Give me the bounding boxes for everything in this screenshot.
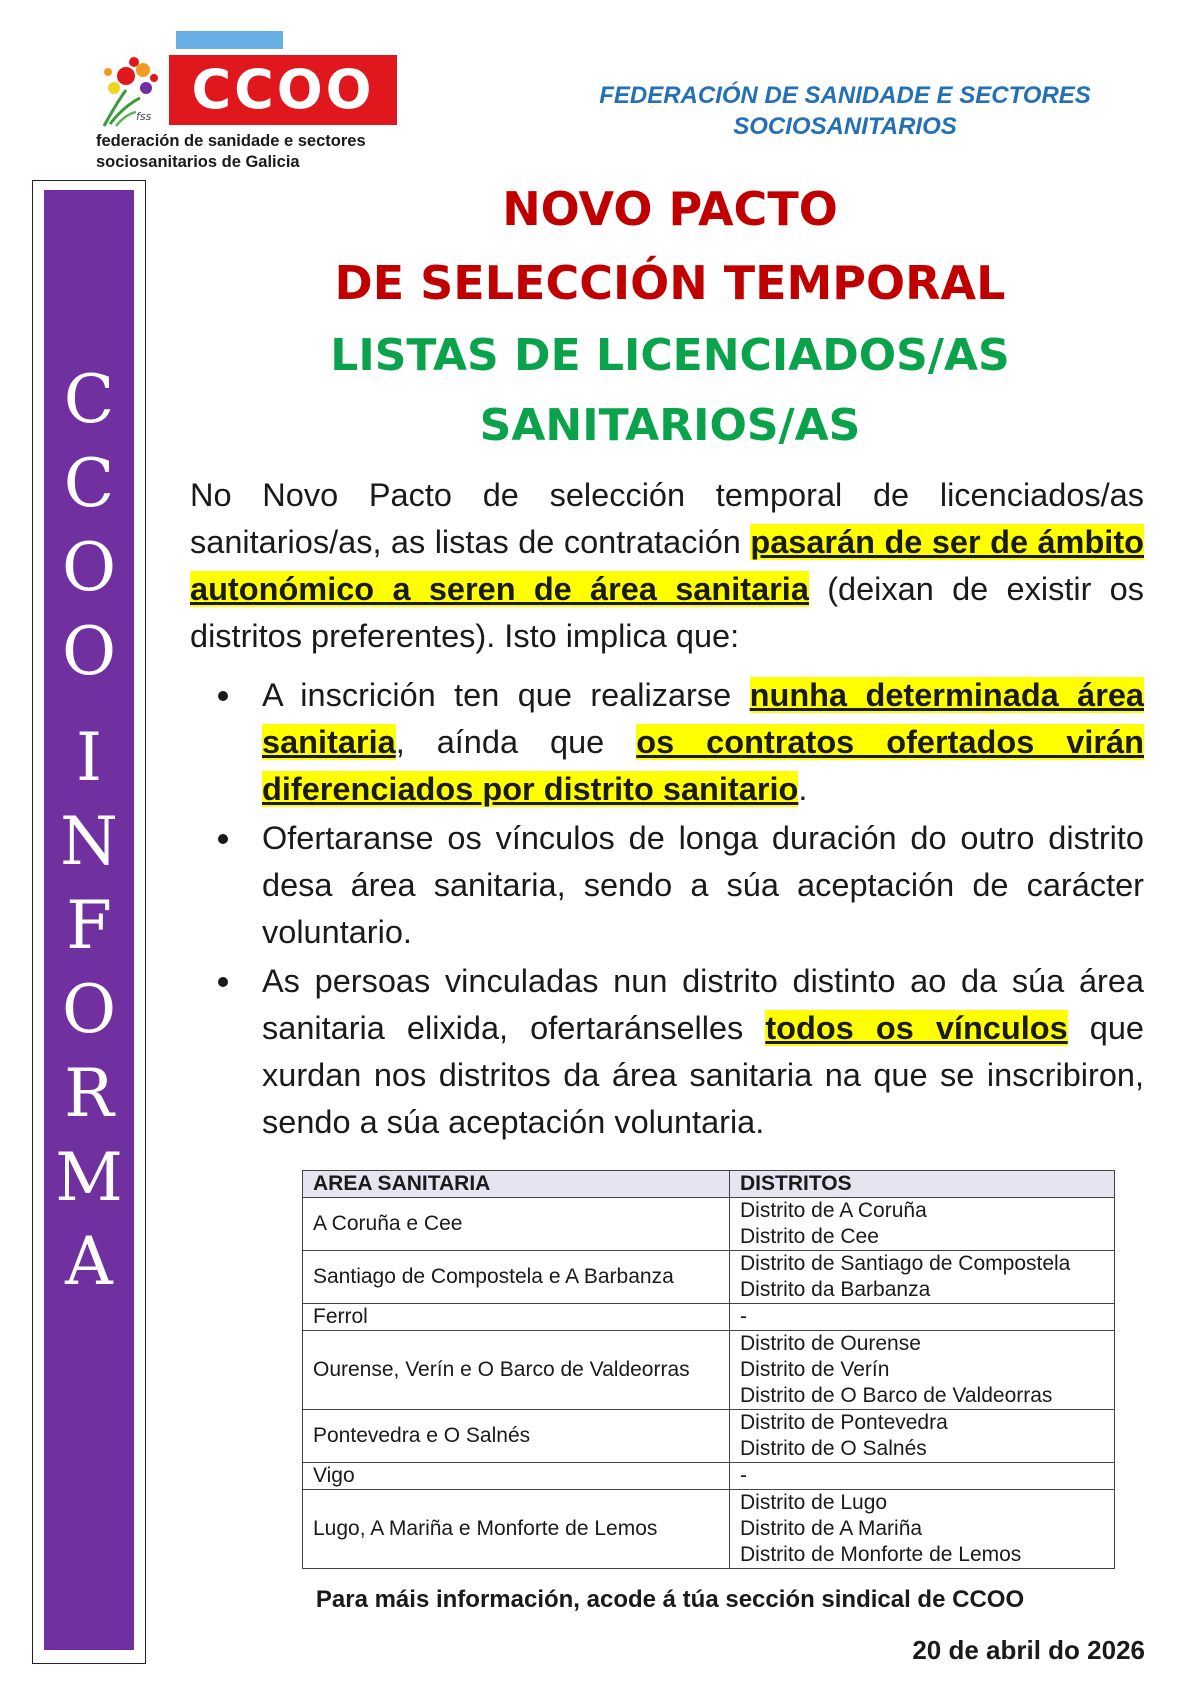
side-letter: I (75, 719, 103, 796)
districts-cell (730, 1198, 1115, 1251)
area-cell: Vigo (303, 1463, 730, 1490)
side-banner-text (44, 358, 134, 1304)
bullet-icon (218, 834, 228, 844)
area-cell: A Coruña e Cee (303, 1198, 730, 1251)
table-row (303, 1331, 1115, 1410)
table-row (303, 1304, 1115, 1331)
area-cell: Ferrol (303, 1304, 730, 1331)
area-cell: Lugo, A Mariña e Monforte de Lemos (303, 1490, 730, 1569)
district-name: Distrito de Cee (740, 1225, 879, 1248)
side-letter: R (64, 1055, 114, 1132)
district-name: Distrito de Lugo (740, 1491, 888, 1514)
district-name: Distrito de Pontevedra (740, 1411, 948, 1434)
districts-cell (730, 1331, 1115, 1410)
bullet-text: As persoas vinculadas nun distrito distinto ao da súa área sanitaria elixida, ofertaránselles (262, 963, 1144, 1046)
districts-cell (730, 1463, 1115, 1490)
bullet-highlight: nunha determinada área sanitaria (262, 677, 1145, 760)
bullet-highlight: todos os vínculos (765, 1010, 1068, 1046)
federation-line1: FEDERACIÓN DE SANIDADE E SECTORES (599, 82, 1091, 109)
district-name: Distrito de A Mariña (740, 1517, 923, 1540)
column-header-districts: DISTRITOS (730, 1171, 1115, 1198)
title-line1: NOVO PACTO (502, 182, 838, 236)
side-letter: N (60, 803, 118, 880)
bullet-icon (218, 977, 228, 987)
side-letter: M (55, 1139, 123, 1216)
bullet-text: , aínda que (395, 724, 637, 760)
bullet-list (190, 672, 1144, 1148)
svg-text:fss: fss (136, 110, 152, 123)
area-cell: Ourense, Verín e O Barco de Valdeorras (303, 1331, 730, 1410)
bullet-text: Ofertaranse os vínculos de longa duración do outro distrito desa área sanitaria, sendo a súa aceptación de carácter voluntario. (262, 820, 1144, 950)
bullet-text: A inscrición ten que realizarse (262, 677, 750, 713)
subtitle-line1: LISTAS DE LICENCIADOS/AS (330, 330, 1010, 381)
table-row (303, 1463, 1115, 1490)
side-letter: C (63, 445, 115, 522)
table-row (303, 1251, 1115, 1304)
bullet-text: . (798, 771, 808, 807)
federation-line2: SOCIOSANITARIOS (733, 113, 957, 140)
area-cell: Santiago de Compostela e A Barbanza (303, 1251, 730, 1304)
bullet-icon (218, 691, 228, 701)
district-name: - (740, 1464, 747, 1487)
district-name: - (740, 1305, 747, 1328)
table-row (303, 1490, 1115, 1569)
districts-cell (730, 1251, 1115, 1304)
side-letter: O (61, 971, 117, 1048)
table-row (303, 1198, 1115, 1251)
area-cell: Pontevedra e O Salnés (303, 1410, 730, 1463)
district-name: Distrito de Santiago de Compostela (740, 1252, 1071, 1275)
subtitle-line2: SANITARIOS/AS (479, 400, 861, 451)
intro-text: No Novo Pacto de selección temporal de licenciados/as sanitarios/as, as listas de contratación (190, 477, 1144, 560)
district-name: Distrito de Verín (740, 1358, 890, 1381)
side-letter: C (63, 361, 115, 438)
district-name: Distrito de O Barco de Valdeorras (740, 1384, 1053, 1407)
district-name: Distrito de A Coruña (740, 1199, 927, 1222)
district-name: Distrito de O Salnés (740, 1437, 927, 1460)
flower-logo-icon (96, 54, 161, 129)
list-item (190, 815, 1144, 956)
intro-highlight: pasarán de ser de ámbito autonómico a seren de área sanitaria (190, 524, 1145, 607)
federation-header (560, 80, 1130, 142)
table-header-row (303, 1171, 1115, 1198)
side-letter: F (66, 887, 112, 964)
district-name: Distrito de Ourense (740, 1332, 921, 1355)
bullet-text: que xurdan nos distritos da área sanitaria na que se inscribiron, sendo a súa aceptación voluntaria. (262, 1010, 1144, 1140)
bullet-highlight: os contratos ofertados virán diferenciados por distrito sanitario (262, 724, 1144, 807)
logo-tagline-line1: federación de sanidade e sectores (96, 132, 366, 150)
list-item (190, 958, 1144, 1146)
ccoo-logo-text: CCOO (191, 58, 375, 121)
logo-blue-bar (176, 31, 283, 49)
districts-cell (730, 1304, 1115, 1331)
table-row (303, 1410, 1115, 1463)
document-date: 20 de abril do 2026 (912, 1635, 1145, 1665)
districts-cell (730, 1490, 1115, 1569)
side-letter: A (65, 1223, 113, 1300)
intro-paragraph (190, 472, 1144, 660)
side-letter: O (61, 613, 117, 690)
district-name: Distrito da Barbanza (740, 1278, 931, 1301)
logo-tagline-line2: sociosanitarios de Galicia (96, 153, 300, 171)
column-header-area: AREA SANITARIA (303, 1171, 730, 1198)
title-line2: DE SELECCIÓN TEMPORAL (334, 256, 1006, 310)
districts-cell (730, 1410, 1115, 1463)
list-item (190, 672, 1144, 813)
side-letter: O (61, 529, 117, 606)
footer-info: Para máis información, acode á túa sección sindical de CCOO (315, 1586, 1025, 1613)
intro-text: (deixan de existir os distritos preferentes). Isto implica que: (190, 571, 1145, 654)
district-name: Distrito de Monforte de Lemos (740, 1543, 1022, 1566)
areas-table (302, 1170, 1115, 1569)
